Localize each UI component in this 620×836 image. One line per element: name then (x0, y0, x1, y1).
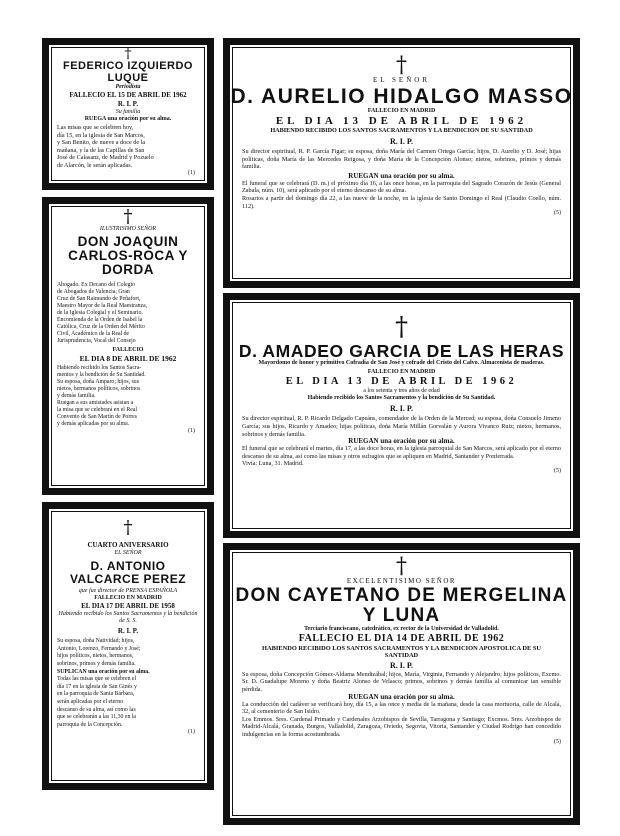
deceased-role: que fue director de PRENSA ESPAÑOLA (78, 588, 178, 595)
body-line: Habiendo recibido los Santos Sacra- (57, 364, 142, 371)
death-date: EL DIA 8 DE ABRIL DE 1962 (79, 353, 177, 363)
deceased-name: FEDERICO IZQUIERDO LUQUE (62, 60, 193, 84)
body-line: Jurisprudencia, Vocal del Consejo (57, 337, 136, 344)
deceased-name: DON JOAQUIN CARLOS-ROCA Y DORDA (68, 234, 188, 278)
cross-icon: † (124, 46, 132, 62)
body-line: SUPLICAN una oración por su alma. (57, 668, 150, 675)
death-date: EL DIA 17 DE ABRIL DE 1958 (81, 602, 175, 611)
body-line: día 17 en la iglesia de San Ginés y (57, 683, 137, 690)
death-label: FALLECIO (112, 346, 144, 353)
notice-mergelina (223, 543, 580, 825)
cross-icon: † (123, 517, 133, 538)
cross-icon: † (123, 206, 133, 227)
body-line: Su esposa, doña Concepción Gómez-Aldama Mendizábal; hijos, María, Virginia, Fernando y Alejandro; hijos políticos, Excmo. Sr. D. Guadalupe Moreno y doña Beatriz Alonso de Velasco; primos, sobrinos y demás familia al comunicar tan sensible pérdida. (242, 670, 561, 694)
rip-text: R. I. P. (117, 100, 139, 109)
body-line: José de Calasanz, de Madrid y Pozuelo (57, 154, 154, 162)
sacraments-text: HABIENDO RECIBIDO LOS SANTOS SACRAMENTOS Y LA BENDICION APOSTOLICA DE SU SANTIDAD (261, 644, 541, 659)
rip-text: R. I. P. (389, 404, 414, 414)
body-line: día 15, en la iglesia de San Marcos, (57, 131, 145, 139)
body-line: Los Emmos. Sres. Cardenal Primado y Cardenales Arzobispos de Sevilla, Tarragona y Santiago; Excmos. Sres. Arzobispos de Madrid-Alcalá, Granada, Burgos, Valladolid, Zaragoza, Oviedo, Segovia, Vitoria, Santander y Ciudad Rodrigo han concedido indulgencias en la forma acostumbrada. (242, 715, 561, 739)
body-line: Todas las misas que se celebren el (57, 676, 137, 683)
death-label: FALLECIO EN MADRID (94, 595, 162, 602)
body-line: en la parroquia de Santa Bárbara, (57, 691, 135, 698)
prayer-request: RUEGAN una oración por su alma. (348, 692, 455, 701)
body-line: parroquia de la Concepción. (57, 721, 123, 728)
body-line: El funeral que se celebrará (D. m.) el próximo día 16, a las once horas, en la parroquia del Sagrado Corazón de Jesús (General Zabala, núm. 10), será aplicado por el eterno descanso de su alma. (242, 179, 561, 195)
footnote-number: (5) (554, 467, 561, 474)
notice-inner-border (51, 206, 205, 486)
body-line: Su esposa, doña Natividad; hijos, (57, 638, 135, 645)
body-line: y demás aplicadas por su alma. (57, 420, 130, 427)
body-line: mentos y la bendición de Su Santidad. (57, 371, 146, 378)
deceased-name: DON CAYETANO DE MERGELINA (235, 585, 568, 606)
footnote-number: (5) (554, 210, 561, 217)
body-line: serán aplicadas por el eterno (57, 698, 123, 705)
death-date: FALLECIO EL 15 DE ABRIL DE 1962 (69, 91, 187, 100)
notice-valcarce (42, 502, 214, 790)
body-line: Su esposa, doña Amparo; hijos, sus (57, 378, 139, 385)
honorific-heading: EXCELENTISIMO SEÑOR (346, 577, 457, 585)
body-line: de la Iglesia Colegial y el Seminario. (57, 309, 143, 316)
notice-inner-border (232, 302, 571, 529)
body-line: La conducción del cadáver se verificará hoy, día 15, a las once y media de la mañana, desde la casa mortuoria, calle de Alcalá, 32, al cementerio de San Isidro. (242, 700, 561, 716)
death-date: EL DIA 13 DE ABRIL DE 1962 (285, 376, 518, 388)
rip-text: R. I. P. (389, 660, 414, 670)
body-line: mañana, y la de las Capillas de San (57, 146, 145, 154)
deceased-name: D. ANTONIO VALCARCE PEREZ (69, 559, 187, 586)
body-line: la misa que se celebrará en el Real (57, 406, 137, 413)
sacraments-text: HABIENDO RECIBIDO LOS SANTOS SACRAMENTOS Y LA BENDICION DE SU SANTIDAD (270, 127, 533, 135)
death-date: FALLECIO EL DIA 14 DE ABRIL DE 1962 (298, 632, 505, 644)
sacraments-text: Habiendo recibido los Santos Sacramentos y la bendición de S. S. (58, 611, 198, 625)
rip-text: R. I. P. (117, 627, 139, 636)
body-line: Rosarios a partir del domingo día 22, a las nueve de la noche, en la iglesia de Santo Domingo el Real (Claudio Coello, núm. 112). (242, 195, 561, 210)
deceased-role: Periodista (115, 84, 141, 91)
family-label: Su familia (115, 109, 141, 116)
prayer-request: RUEGA una oración por su alma. (84, 116, 172, 123)
age-text: a los setenta y tres años de edad (363, 388, 440, 395)
footnote-number: (1) (188, 427, 195, 434)
body-line: Encomienda de la Orden de Isabel la (57, 316, 143, 323)
death-label: FALLECIO EN MADRID (367, 108, 436, 115)
sacraments-text: Habiendo recibido los Santos Sacramentos y la bendición de Su Santidad. (307, 395, 496, 402)
notice-inner-border (51, 47, 205, 181)
deceased-name: D. AMADEO GARCIA DE LAS HERAS (238, 341, 565, 361)
body-line: que se celebrarán a las 11,30 en la (57, 714, 136, 721)
notice-inner-border (232, 552, 571, 816)
cross-icon: † (395, 312, 408, 342)
rip-text: R. I. P. (389, 137, 414, 147)
cross-icon: † (396, 554, 407, 579)
body-line: hijos políticos, nietos, hermanos, (57, 653, 134, 660)
prayer-request: RUEGAN una oración por su alma. (348, 437, 455, 446)
notice-izquierdo (42, 38, 214, 190)
body-line: Cruz de San Raimundo de Peñafort, (57, 295, 141, 302)
notice-garcia (223, 293, 580, 538)
deceased-role: Mayordomo de honor y primitivo Cofradía de San José y cofrade del Cristo del Calvo. Almacenista de maderas. (258, 360, 545, 367)
footnote-number: (1) (188, 169, 195, 176)
footnote-number: (1) (188, 729, 195, 736)
body-line: Vivía: Luna, 31. Madrid. (242, 460, 304, 468)
notice-hidalgo (223, 38, 580, 288)
honorific-heading: EL SEÑOR (114, 550, 142, 556)
notice-carlos-roca (42, 197, 214, 495)
honorific-heading: EL SEÑOR (373, 76, 430, 84)
body-line: Abogado. Ex Decano del Colegio (57, 281, 136, 288)
deceased-role: Terciario franciscano, catedrático, ex rector de la Universidad de Valladolid. (304, 625, 499, 632)
body-line: Maestro Mayor de la Real Maestranza, (57, 302, 148, 309)
body-line: descanso de su alma, así como las (57, 706, 136, 713)
cross-icon: † (396, 53, 407, 78)
body-line: y demás familia. (57, 392, 96, 399)
body-line: sobrinos, primos y demás familia. (57, 660, 136, 667)
footnote-number: (5) (554, 738, 561, 745)
body-line: Civil, Académico de la Real de (57, 330, 130, 337)
prayer-request: RUEGAN una oración por su alma. (348, 171, 455, 180)
deceased-name-2: Y LUNA (362, 604, 441, 626)
body-line: de Abogados de Valencia, Gran (57, 288, 130, 295)
death-date: EL DIA 13 DE ABRIL DE 1962 (275, 115, 528, 128)
notice-inner-border (232, 47, 571, 279)
body-line: El funeral que se celebrará el martes, día 17, a las doce horas, en la iglesia parroquial de San Marcos, será aplicado por el eterno descanso de su alma, así como las misas y otros sufragios que se apliquen en Madrid, Santander y Ponferrada. (242, 445, 561, 460)
death-label: FALLECIO EN MADRID (367, 369, 436, 376)
honorific-heading: ILUSTRISIMO SEÑOR (99, 226, 157, 232)
notice-inner-border (51, 511, 205, 781)
body-line: Las misas que se celebren hoy, (57, 124, 134, 132)
body-line: Católica, Cruz de la Orden del Mérito (57, 323, 145, 330)
body-line: Convento de San Martín de Porres (57, 413, 138, 420)
body-line: y San Benito, de nueve a doce de la (57, 139, 146, 147)
body-line: Ruegan a sus amistades asistan a (57, 399, 134, 406)
anniversary-heading: CUARTO ANIVERSARIO (87, 541, 169, 549)
body-line: Su director espiritual, R. P. García Figar; su esposa, doña María del Carmen Ortega García; hijos, D. Aurelio y D. José; hijas políticas, doña María de las Mercedes Reigosa, y doña María de la Concepción Alonso; nietos, sobrinos, primos y demás familia. (242, 148, 561, 171)
body-line: nietos, hermanos políticos, sobrinos (57, 385, 141, 392)
body-line: Su director espiritual, R. P. Ricardo Delgado Capeáns, comendador de la Orden de la Merced; su esposa, doña Consuelo Jimeno García; sus hijos, Ricardo y Amadeo; hijas políticas, doña María Millán Gorvalán y Aurora Vivanco Ruiz; nietos, hermanos, sobrinos y demás familia. (242, 415, 561, 438)
body-line: Antonio, Lorenzo, Fernando y José; (57, 645, 141, 652)
deceased-name: D. AURELIO HIDALGO MASSO (230, 85, 573, 108)
body-line: de Alarcón, le serán aplicadas. (57, 162, 133, 170)
